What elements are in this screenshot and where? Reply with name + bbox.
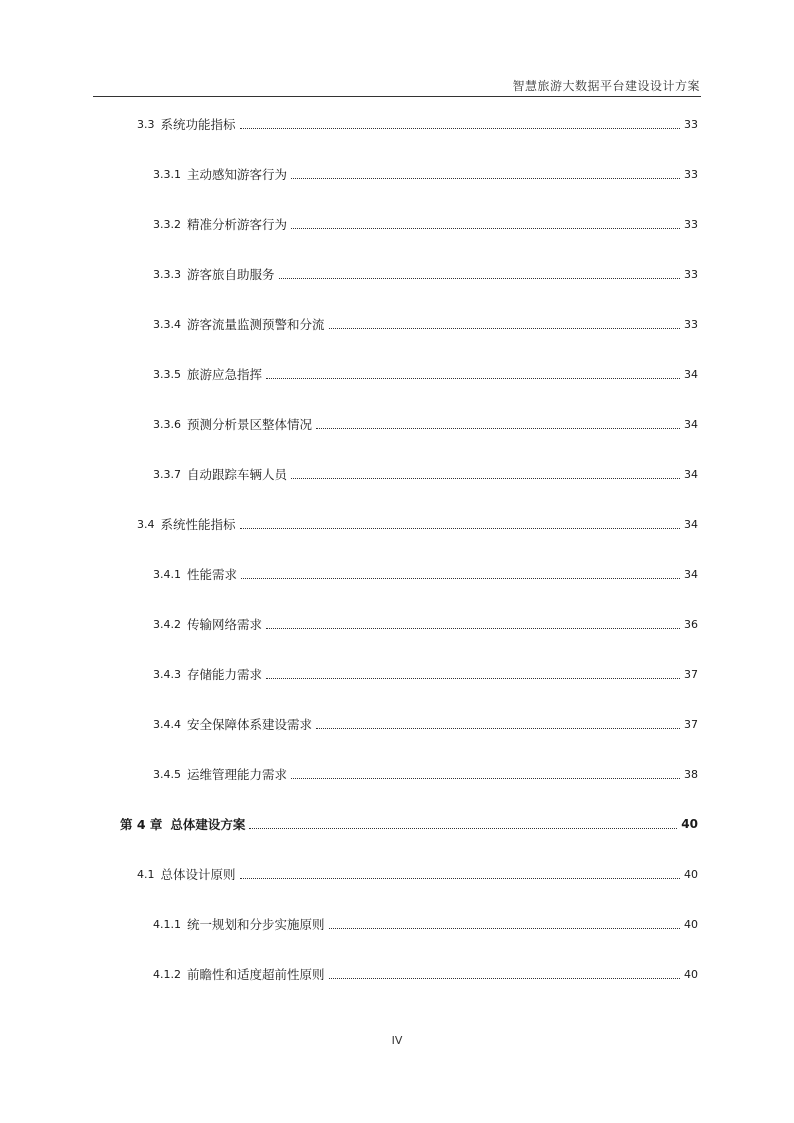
toc-entry-number: 3.4.2 xyxy=(153,617,181,631)
toc-entry-number: 3.3.3 xyxy=(153,267,181,281)
toc-entry-number: 第 4 章 xyxy=(120,817,163,832)
toc-entry-page: 40 xyxy=(684,917,698,931)
toc-entry-title: 总体设计原则 xyxy=(160,867,236,882)
toc-dot-leader xyxy=(240,528,680,529)
toc-entry-number: 3.4.1 xyxy=(153,567,181,581)
toc-entry-page: 37 xyxy=(684,667,698,681)
toc-entry-page: 34 xyxy=(684,417,698,431)
toc-entry-number: 3.3.6 xyxy=(153,417,181,431)
toc-entry[interactable] xyxy=(153,564,698,584)
toc-entry-number: 3.4.3 xyxy=(153,667,181,681)
toc-entry-number: 4.1.1 xyxy=(153,917,181,931)
toc-entry-number: 3.4 xyxy=(137,517,155,531)
toc-entry-number: 4.1 xyxy=(137,867,155,881)
toc-entry-page: 40 xyxy=(684,867,698,881)
toc-entry-title: 自动跟踪车辆人员 xyxy=(187,467,288,482)
toc-entry[interactable] xyxy=(153,914,698,934)
toc-entry-title: 主动感知游客行为 xyxy=(187,167,288,182)
toc-dot-leader xyxy=(266,378,680,379)
toc-entry-title: 安全保障体系建设需求 xyxy=(187,717,313,732)
toc-entry-page: 33 xyxy=(684,217,698,231)
toc-entry-page: 33 xyxy=(684,117,698,131)
toc-dot-leader xyxy=(266,628,680,629)
header-divider xyxy=(93,96,701,97)
toc-entry-page: 33 xyxy=(684,167,698,181)
toc-entry-title: 系统功能指标 xyxy=(160,117,236,132)
toc-entry-page: 36 xyxy=(684,617,698,631)
toc-entry[interactable] xyxy=(153,614,698,634)
toc-entry-title: 传输网络需求 xyxy=(187,617,263,632)
toc-dot-leader xyxy=(240,878,680,879)
footer-page-number: IV xyxy=(391,1034,403,1047)
toc-entry-number: 3.3.4 xyxy=(153,317,181,331)
toc-dot-leader xyxy=(266,678,680,679)
toc-entry-number: 3.4.5 xyxy=(153,767,181,781)
toc-entry-title: 统一规划和分步实施原则 xyxy=(187,917,325,932)
toc-entry-number: 3.3.1 xyxy=(153,167,181,181)
toc-dot-leader xyxy=(241,578,680,579)
toc-entry[interactable] xyxy=(153,764,698,784)
toc-entry-page: 40 xyxy=(684,967,698,981)
toc-entry-page: 33 xyxy=(684,267,698,281)
toc-entry[interactable] xyxy=(153,314,698,334)
toc-entry-title: 游客旅自助服务 xyxy=(187,267,275,282)
toc-entry[interactable] xyxy=(153,464,698,484)
toc-entry-number: 3.3 xyxy=(137,117,155,131)
toc-entry-title: 总体建设方案 xyxy=(170,817,246,832)
running-header-title: 智慧旅游大数据平台建设设计方案 xyxy=(512,79,700,93)
toc-dot-leader xyxy=(291,178,680,179)
toc-entry-title: 性能需求 xyxy=(187,567,238,582)
toc-entry[interactable] xyxy=(153,414,698,434)
toc-dot-leader xyxy=(329,328,680,329)
toc-entry-page: 40 xyxy=(681,817,698,831)
toc-dot-leader xyxy=(249,828,677,829)
toc-entry-title: 精准分析游客行为 xyxy=(187,217,288,232)
toc-entry[interactable] xyxy=(137,864,698,884)
toc-entry-title: 前瞻性和适度超前性原则 xyxy=(187,967,325,982)
toc-dot-leader xyxy=(240,128,680,129)
toc-dot-leader xyxy=(316,428,680,429)
toc-dot-leader xyxy=(291,228,680,229)
toc-dot-leader xyxy=(291,778,680,779)
toc-entry-page: 37 xyxy=(684,717,698,731)
toc-dot-leader xyxy=(329,978,680,979)
toc-entry[interactable] xyxy=(137,514,698,534)
toc-entry-number: 3.3.7 xyxy=(153,467,181,481)
toc-entry-title: 游客流量监测预警和分流 xyxy=(187,317,325,332)
toc-entry-title: 存储能力需求 xyxy=(187,667,263,682)
toc-entry[interactable] xyxy=(120,814,698,834)
toc-dot-leader xyxy=(279,278,680,279)
toc-entry-number: 3.3.5 xyxy=(153,367,181,381)
toc-entry[interactable] xyxy=(153,264,698,284)
toc-entry-number: 4.1.2 xyxy=(153,967,181,981)
toc-entry-title: 旅游应急指挥 xyxy=(187,367,263,382)
toc-entry-page: 33 xyxy=(684,317,698,331)
toc-entry-title: 系统性能指标 xyxy=(160,517,236,532)
toc-dot-leader xyxy=(316,728,680,729)
toc-entry[interactable] xyxy=(153,164,698,184)
toc-entry[interactable] xyxy=(153,664,698,684)
toc-dot-leader xyxy=(329,928,680,929)
toc-entry-title: 预测分析景区整体情况 xyxy=(187,417,313,432)
toc-entry-page: 38 xyxy=(684,767,698,781)
toc-entry-page: 34 xyxy=(684,567,698,581)
toc-dot-leader xyxy=(291,478,680,479)
toc-entry[interactable] xyxy=(153,364,698,384)
toc-entry-page: 34 xyxy=(684,367,698,381)
toc-entry-page: 34 xyxy=(684,467,698,481)
toc-entry[interactable] xyxy=(153,214,698,234)
toc-entry[interactable] xyxy=(153,964,698,984)
toc-entry-title: 运维管理能力需求 xyxy=(187,767,288,782)
toc-entry[interactable] xyxy=(153,714,698,734)
toc-entry[interactable] xyxy=(137,114,698,134)
toc-entry-number: 3.4.4 xyxy=(153,717,181,731)
toc-entry-page: 34 xyxy=(684,517,698,531)
toc-entry-number: 3.3.2 xyxy=(153,217,181,231)
